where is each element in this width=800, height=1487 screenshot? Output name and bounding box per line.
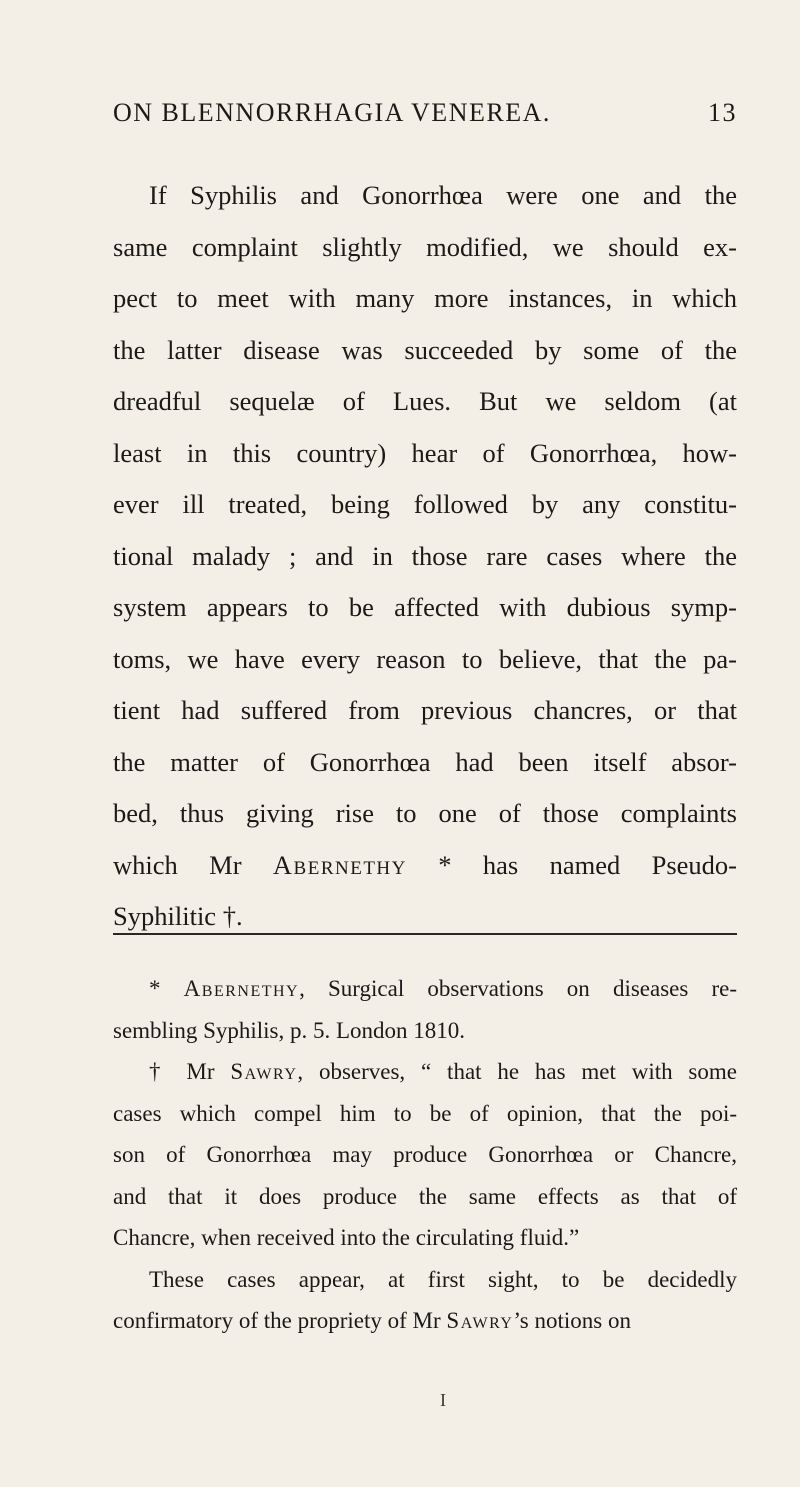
footnote-line [113,1051,737,1093]
author-name: Sawry [446,1308,514,1333]
body-line-text: * has named Pseudo- [406,849,737,880]
footnote-text: , observes, “ that he has met with some [297,1059,737,1084]
footnote-text: , Surgical observations on diseases re- [299,976,737,1001]
body-line: toms, we have every reason to believe, that the pa- [113,643,737,674]
body-paragraph [113,170,737,943]
running-head [113,98,737,138]
footnote-text: ’s notions on [513,1308,631,1333]
footnote-line [113,968,737,1010]
body-line: If Syphilis and Gonorrhœa were one and the [149,180,737,210]
body-line: tional malady ; and in those rare cases where the [113,540,737,571]
body-line-text: which Mr [113,849,273,880]
footnote-line [113,1300,737,1342]
footnote-line: son of Gonorrhœa may produce Gonorrhœa or Chancre, [113,1142,737,1167]
body-line: pect to meet with many more instances, in which [113,283,737,313]
body-line: tient had suffered from previous chancres, or that [113,695,737,725]
body-line: the matter of Gonorrhœa had been itself absor- [113,746,737,777]
footnote-line: cases which compel him to be of opinion, that the poi- [113,1100,737,1126]
author-name: Sawry [230,1059,298,1084]
signature-mark: I [440,1390,446,1410]
body-line: bed, thus giving rise to one of those complaints [113,798,737,828]
running-head-title: ON BLENNORRHAGIA VENEREA. [113,98,551,127]
author-name: Abernethy [183,976,300,1001]
footnote-line: These cases appear, at first sight, to be decidedly [149,1266,737,1292]
body-line: system appears to be affected with dubious symp- [113,592,737,622]
author-name: Abernethy [272,849,407,880]
footnote-line: and that it does produce the same effects as that of [113,1183,737,1209]
body-line: ever ill treated, being followed by any constitu- [113,489,737,519]
footnotes [113,968,737,1342]
body-line: least in this country) hear of Gonorrhœa, how- [113,437,737,468]
footnote-marker: * [149,976,184,1001]
footnote-text: confirmatory of the propriety of Mr [113,1308,447,1333]
body-line: Syphilitic †. [113,901,243,931]
footnote-line: sembling Syphilis, p. 5. London 1810. [113,1017,466,1043]
body-line: dreadful sequelæ of Lues. But we seldom (at [113,386,737,416]
footnote-rule [113,933,737,935]
page-number: 13 [708,98,737,127]
body-line [113,840,737,892]
footnote-line: Chancre, when received into the circulating fluid.” [113,1225,580,1250]
body-line: same complaint slightly modified, we should ex- [113,231,737,262]
body-line: the latter disease was succeeded by some of the [113,334,737,365]
footnote-text: † Mr [149,1059,231,1084]
